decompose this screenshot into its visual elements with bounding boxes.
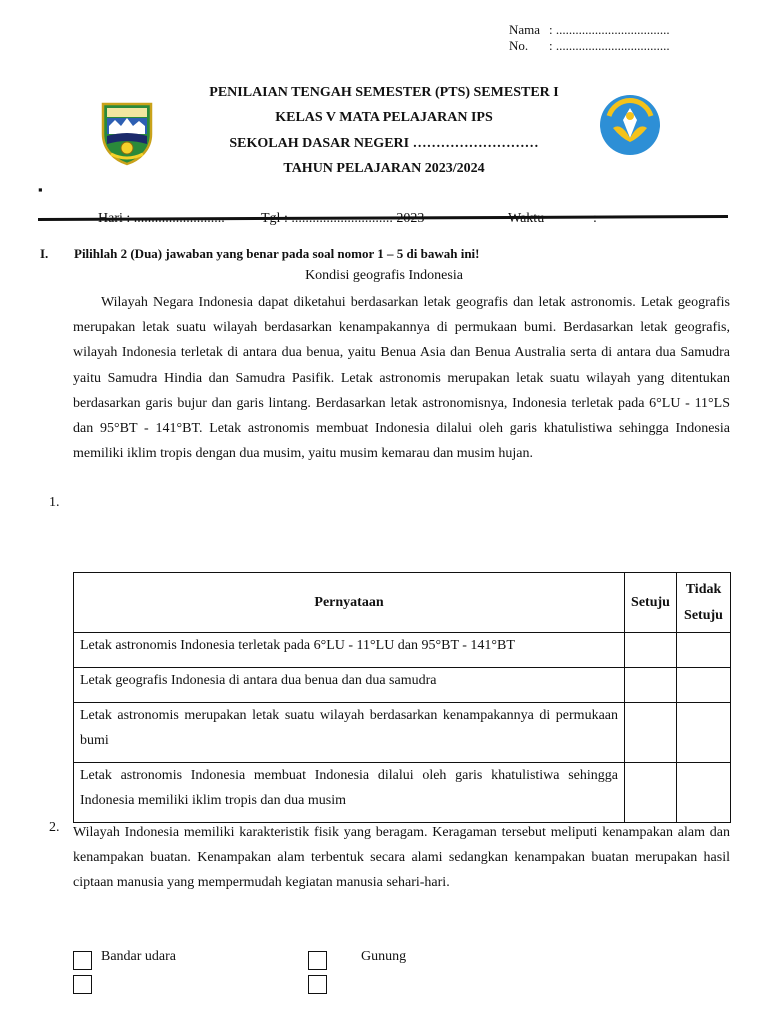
school-name: SEKOLAH DASAR NEGERI ……………………… [229, 136, 539, 151]
table-header-statement: Pernyataan [74, 573, 625, 633]
table-row [74, 703, 731, 763]
statement-3: Letak astronomis merupakan letak suatu wilayah berdasarkan kenampakannya di permukaan bumi [74, 703, 625, 763]
disagree-line-2: Setuju [684, 607, 723, 623]
agree-cell-4[interactable] [625, 763, 677, 823]
option-checkbox-2[interactable] [73, 975, 92, 994]
number-field[interactable]: : ................................... [549, 38, 670, 53]
disagree-line-1: Tidak [685, 581, 722, 597]
time-label [508, 211, 544, 227]
option-label-1: Bandar udara [101, 949, 177, 964]
class-subject: KELAS V MATA PELAJARAN IPS [275, 110, 493, 125]
section-instruction: Pilihlah 2 (Dua) jawaban yang benar pada soal nomor 1 – 5 di bawah ini! [74, 246, 480, 261]
option-checkbox-1[interactable] [73, 951, 92, 970]
option-checkbox-4[interactable] [308, 975, 327, 994]
table-row [74, 763, 731, 823]
regional-emblem-logo [97, 96, 157, 166]
reading-title: Kondisi geografis Indonesia [305, 268, 463, 283]
disagree-cell-1[interactable] [677, 633, 731, 668]
option-label-3: Gunung [361, 949, 407, 964]
section-number: I. [40, 246, 49, 261]
agree-cell-1[interactable] [625, 633, 677, 668]
table-row [74, 668, 731, 703]
statement-1: Letak astronomis Indonesia terletak pada 6°LU - 11°LU dan 95°BT - 141°BT [74, 633, 625, 668]
bullet-mark: ▪ [38, 182, 43, 197]
question-1-number: 1. [49, 495, 60, 510]
table-header-disagree [677, 573, 731, 633]
name-label: Nama [509, 22, 541, 37]
time-field[interactable] [593, 211, 597, 227]
name-field[interactable]: : ................................... [549, 22, 670, 37]
statement-4: Letak astronomis Indonesia membuat Indonesia dilalui oleh garis khatulistiwa sehingga Indonesia memiliki iklim tropis dan dua musim [74, 763, 625, 823]
reading-passage: Wilayah Negara Indonesia dapat diketahui berdasarkan letak geografis dan letak astronomis. Letak geografis merupakan letak suatu wilayah berdasarkan kenampakannya di permukaan bumi. Berdasarkan letak geografis, wilayah Indonesia terletak di antara dua benua, yaitu Benua Asia dan Benua Australia serta di antara dua Samudra yaitu Samudra Hindia dan Samudra Pasifik. Letak astronomis merupakan letak suatu wilayah yang ditentukan berdasarkan garis bujur dan garis lintang. Berdasarkan letak astronomisnya, Indonesia terletak pada 6°LU - 11°LS dan 95°BT - 141°BT. Letak astronomis membuat Indonesia dilalui oleh garis khatulistiwa sehingga Indonesia memiliki iklim tropis dengan dua musim, yaitu musim kemarau dan musim hujan. [73, 295, 730, 462]
agree-cell-2[interactable] [625, 668, 677, 703]
agree-cell-3[interactable] [625, 703, 677, 763]
table-header-agree: Setuju [625, 573, 677, 633]
question-2-number: 2. [49, 820, 60, 835]
question-2-text: Wilayah Indonesia memiliki karakteristik fisik yang beragam. Keragaman tersebut meliputi kenampakan alam dan kenampakan buatan. Kenampakan alam terbentuk secara alami sedangkan kenampakan buatan merupakan hasil ciptaan manusia yang mempermudah kegiatan manusia sehari-hari. [73, 825, 730, 891]
disagree-cell-2[interactable] [677, 668, 731, 703]
disagree-cell-4[interactable] [677, 763, 731, 823]
number-label: No. [509, 38, 529, 53]
exam-title: PENILAIAN TENGAH SEMESTER (PTS) SEMESTER I [209, 85, 559, 100]
statement-table [73, 572, 731, 823]
school-year: TAHUN PELAJARAN 2023/2024 [283, 161, 485, 176]
table-row [74, 633, 731, 668]
disagree-cell-3[interactable] [677, 703, 731, 763]
statement-2: Letak geografis Indonesia di antara dua benua dan dua samudra [74, 668, 625, 703]
option-checkbox-3[interactable] [308, 951, 327, 970]
